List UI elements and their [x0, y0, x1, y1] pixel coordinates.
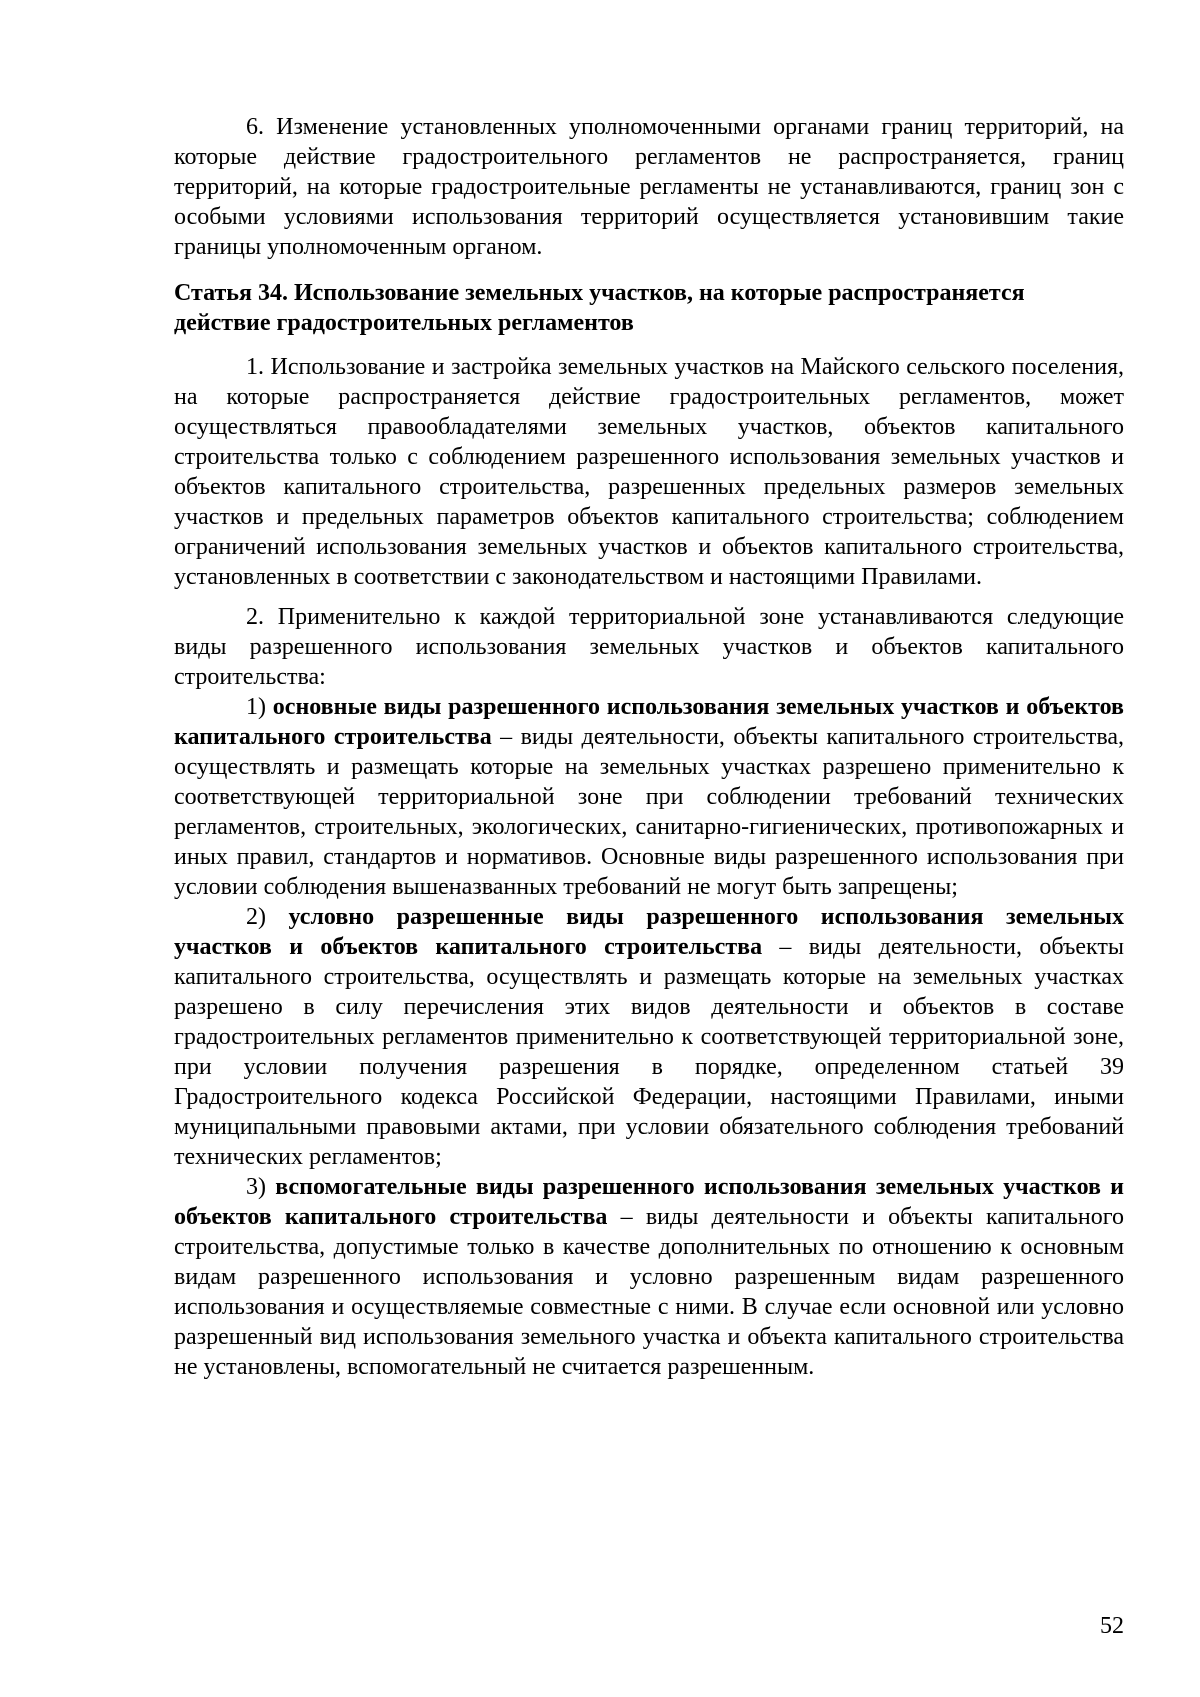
list-item-3-text: – виды деятельности и объекты капитального строительства, допустимые только в качестве дополнительных по отношению к основным видам разрешенного использования и условно разрешенным видам разрешенного использования и осуществляемые совместные с ними. В случае если основной или условно разрешенный вид использования земельного участка и объекта капитального строительства не установлены, вспомогательный не считается разрешенным. — [174, 1204, 1124, 1380]
list-item-3-number: 3) — [246, 1174, 276, 1200]
paragraph-1: 1. Использование и застройка земельных участков на Майского сельского поселения, на которые распространяется действие градостроительных регламентов, может осуществляться правообладателями земельных участков, объектов капитального строительства только с соблюдением разрешенного использования земельных участков и объектов капитального строительства, разрешенных предельных размеров земельных участков и предельных параметров объектов капитального строительства; соблюдением ограничений использования земельных участков и объектов капитального строительства, установленных в соответствии с законодательством и настоящими Правилами. — [174, 354, 1124, 590]
list-item-3-term: вспомогательные виды разрешенного использования земельных участков и объектов капитального строительства — [174, 1174, 1124, 1230]
list-item-1-number: 1) — [246, 694, 273, 720]
list-item-1-text: – виды деятельности, объекты капитального строительства, осуществлять и размещать которые на земельных участках разрешено применительно к соответствующей территориальной зоне при соблюдении требований технических регламентов, строительных, экологических, санитарно-гигиенических, противопожарных и иных правил, стандартов и нормативов. Основные виды разрешенного использования при условии соблюдения вышеназванных требований не могут быть запрещены; — [174, 724, 1124, 900]
list-item-2 — [174, 902, 1124, 1172]
paragraph-2: 2. Применительно к каждой территориальной зоне устанавливаются следующие виды разрешенного использования земельных участков и объектов капитального строительства: — [174, 604, 1124, 690]
list-item-1-term: основные виды разрешенного использования земельных участков и объектов капитального строительства — [174, 694, 1124, 750]
list-item-1 — [174, 692, 1124, 902]
list-item-2-term: условно разрешенные виды разрешенного использования земельных участков и объектов капитального строительства — [174, 904, 1124, 960]
paragraph-6: 6. Изменение установленных уполномоченными органами границ территорий, на которые действие градостроительного регламентов не распространяется, границ территорий, на которые градостроительные регламенты не устанавливаются, границ зон с особыми условиями использования территорий осуществляется установившим такие границы уполномоченным органом. — [174, 114, 1124, 260]
page-number: 52 — [1100, 1613, 1124, 1639]
list-item-3 — [174, 1172, 1124, 1382]
article-heading: Статья 34. Использование земельных участков, на которые распространяется действие градостроительных регламентов — [174, 280, 1025, 336]
list-item-2-text: – виды деятельности, объекты капитального строительства, осуществлять и размещать которые на земельных участках разрешено в силу перечисления этих видов деятельности и объектов в составе градостроительных регламентов применительно к соответствующей территориальной зоне, при условии получения разрешения в порядке, определенном статьей 39 Градостроительного кодекса Российской Федерации, настоящими Правилами, иными муниципальными правовыми актами, при условии обязательного соблюдения требований технических регламентов; — [174, 934, 1124, 1170]
document-page — [174, 112, 1124, 1382]
list-item-2-number: 2) — [246, 904, 289, 930]
